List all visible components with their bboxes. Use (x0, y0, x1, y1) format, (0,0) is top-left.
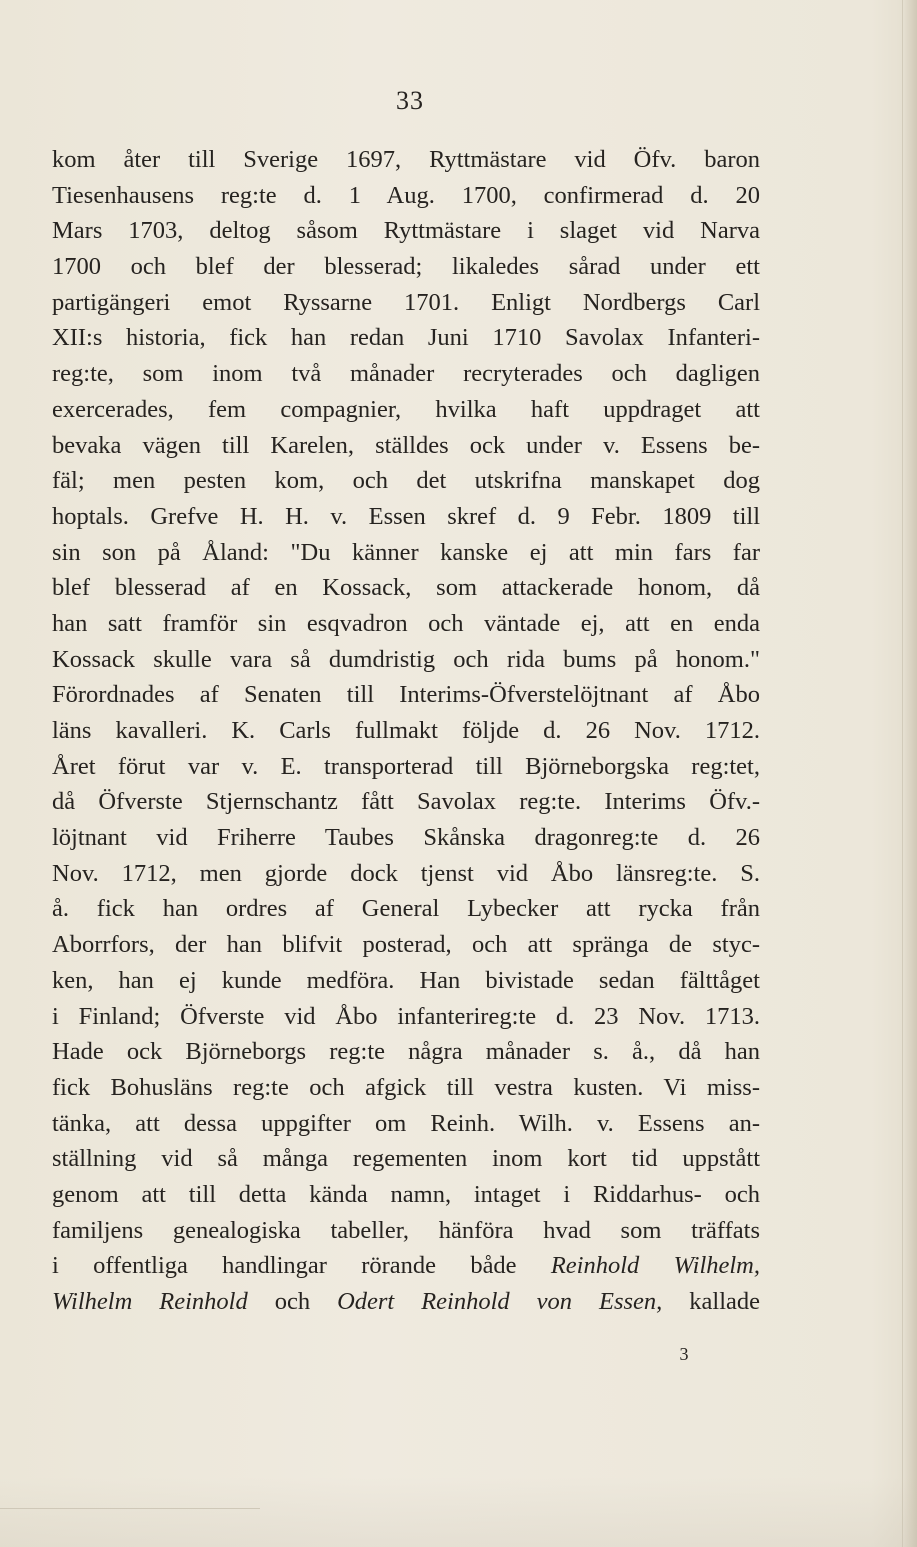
text-line: hoptals. Grefve H. H. v. Essen skref d. 9 Febr. 1809 till (52, 502, 760, 530)
text-line: ställning vid så många regementen inom kort tid uppstått (52, 1145, 760, 1173)
page-number: 33 (396, 86, 424, 115)
text-line: Tiesenhausens reg:te d. 1 Aug. 1700, confirmerad d. 20 (52, 181, 760, 209)
text-line: löjtnant vid Friherre Taubes Skånska dragonreg:te d. 26 (52, 824, 760, 852)
text-line-mixed (52, 1284, 760, 1320)
text-line: Hade ock Björneborgs reg:te några månader s. å., då han (52, 1038, 760, 1066)
text-line: fick Bohusläns reg:te och afgick till vestra kusten. Vi miss- (52, 1073, 760, 1101)
italic-name: Wilhelm Reinhold (52, 1288, 248, 1315)
line-text: kallade (689, 1288, 760, 1315)
text-line: sin son på Åland: "Du känner kanske ej att min fars far (52, 538, 760, 566)
text-line: Nov. 1712, men gjorde dock tjenst vid Åbo länsreg:te. S. (52, 859, 760, 887)
text-line: 1700 och blef der blesserad; likaledes sårad under ett (52, 253, 760, 281)
page-edge-right (902, 0, 917, 1547)
text-line: kom åter till Sverige 1697, Ryttmästare vid Öfv. baron (52, 146, 760, 173)
text-line: familjens genealogiska tabeller, hänföra hvad som träffats (52, 1216, 760, 1244)
text-line: Mars 1703, deltog såsom Ryttmästare i slaget vid Narva (52, 217, 760, 245)
text-line: bevaka vägen till Karelen, ställdes ock under v. Essens be- (52, 431, 760, 459)
text-line: han satt framför sin esqvadron och väntade ej, att en enda (52, 609, 760, 637)
text-line: å. fick han ordres af General Lybecker att rycka från (52, 895, 760, 923)
bottom-rule (0, 1508, 260, 1509)
signature-mark: 3 (679, 1344, 689, 1364)
italic-name: Reinhold Wilhelm, (550, 1252, 760, 1280)
body-text (52, 142, 760, 1320)
text-line: fäl; men pesten kom, och det utskrifna manskapet dog (52, 467, 760, 495)
text-line-mixed (52, 1248, 760, 1284)
text-line: läns kavalleri. K. Carls fullmakt följde d. 26 Nov. 1712. (52, 717, 760, 744)
text-line: blef blesserad af en Kossack, som attackerade honom, då (52, 574, 760, 602)
text-line: exercerades, fem compagnier, hvilka haft uppdraget att (52, 395, 760, 423)
text-line: i Finland; Öfverste vid Åbo infanterireg:te d. 23 Nov. 1713. (52, 1002, 760, 1030)
italic-name: Odert Reinhold von Essen, (337, 1288, 663, 1315)
text-line: då Öfverste Stjernschantz fått Savolax reg:te. Interims Öfv.- (52, 788, 760, 816)
text-line: Kossack skulle vara så dumdristig och rida bums på honom." (52, 645, 760, 673)
text-line: ken, han ej kunde medföra. Han bivistade sedan fälttåget (52, 966, 760, 994)
line-text: i offentliga handlingar rörande både (52, 1252, 517, 1280)
text-line: Förordnades af Senaten till Interims-Öfverstelöjtnant af Åbo (52, 681, 760, 709)
text-line: partigängeri emot Ryssarne 1701. Enligt Nordbergs Carl (52, 288, 760, 316)
text-line: Aborrfors, der han blifvit posterad, och att spränga de styc- (52, 931, 760, 959)
text-line: reg:te, som inom två månader recryterades och dagligen (52, 360, 760, 388)
text-line: genom att till detta kända namn, intaget i Riddarhus- och (52, 1180, 760, 1208)
page-edge-bottom (0, 1477, 917, 1547)
text-line: Året förut var v. E. transporterad till Björneborgska reg:tet, (52, 752, 760, 780)
line-text: och (274, 1288, 311, 1315)
text-line: XII:s historia, fick han redan Juni 1710 Savolax Infanteri- (52, 324, 760, 352)
text-line: tänka, att dessa uppgifter om Reinh. Wilh. v. Essens an- (52, 1109, 760, 1137)
